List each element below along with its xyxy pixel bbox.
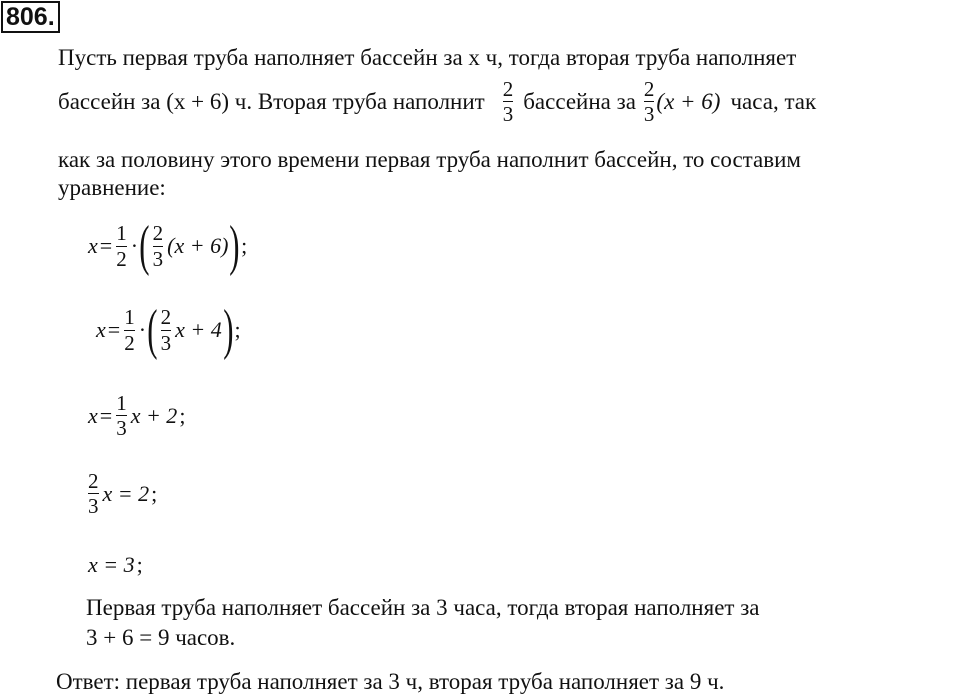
fraction-one-half bbox=[116, 222, 127, 269]
equation-5 bbox=[88, 552, 143, 578]
conclusion-line-1: Первая труба наполняет бассейн за 3 часа, тогда вторая наполняет за bbox=[86, 595, 760, 620]
equation-3 bbox=[88, 392, 185, 439]
denominator: 2 bbox=[116, 246, 127, 271]
equation-2 bbox=[96, 299, 241, 361]
right-paren: ) bbox=[222, 299, 234, 361]
equals-sign: = bbox=[99, 233, 113, 258]
paren-expression: (x + 6) bbox=[656, 88, 721, 114]
answer-line: Ответ: первая труба наполняет за 3 ч, вторая труба наполняет за 9 ч. bbox=[56, 669, 725, 694]
paragraph-line-3: как за половину этого времени первая труба наполнит бассейн, то составим bbox=[58, 147, 801, 172]
paren-expression: (x + 6) bbox=[167, 233, 229, 258]
denominator: 3 bbox=[116, 416, 127, 441]
semicolon: ; bbox=[151, 480, 158, 506]
paragraph-line-4: уравнение: bbox=[58, 175, 166, 200]
variable: x bbox=[96, 317, 106, 342]
fraction-two-thirds bbox=[644, 78, 655, 125]
variable: x bbox=[88, 233, 98, 258]
paragraph-line-2 bbox=[58, 78, 816, 125]
dot-operator: · bbox=[130, 233, 139, 258]
numerator: 2 bbox=[152, 221, 164, 246]
numerator: 1 bbox=[124, 305, 135, 330]
paragraph-line-2c: часа, так bbox=[730, 88, 817, 114]
fraction-one-third bbox=[116, 392, 127, 439]
problem-number: 806. bbox=[1, 1, 60, 33]
denominator: 3 bbox=[643, 102, 655, 127]
expression: x = 3 bbox=[88, 552, 135, 577]
numerator: 1 bbox=[116, 391, 127, 415]
semicolon: ; bbox=[136, 552, 143, 577]
fraction-two-thirds bbox=[153, 222, 164, 269]
fraction-two-thirds bbox=[88, 470, 99, 517]
denominator: 3 bbox=[152, 246, 164, 271]
numerator: 1 bbox=[116, 221, 127, 246]
denominator: 3 bbox=[160, 330, 172, 355]
equals-sign: = bbox=[99, 402, 113, 428]
paragraph-line-2b: бассейна за bbox=[523, 88, 636, 114]
equals-sign: = bbox=[107, 317, 121, 342]
semicolon: ; bbox=[241, 233, 248, 258]
numerator: 2 bbox=[160, 305, 172, 330]
fraction-one-half bbox=[124, 306, 135, 353]
right-paren: ) bbox=[229, 215, 240, 277]
fraction-two-thirds bbox=[503, 78, 514, 125]
expression: x = 2 bbox=[102, 480, 150, 506]
denominator: 3 bbox=[88, 494, 99, 519]
semicolon: ; bbox=[234, 317, 241, 342]
paragraph-line-1: Пусть первая труба наполняет бассейн за x ч, тогда вторая труба наполняет bbox=[58, 45, 797, 70]
left-paren: ( bbox=[147, 299, 158, 361]
variable: x bbox=[88, 402, 98, 428]
numerator: 2 bbox=[502, 77, 514, 101]
conclusion-line-2: 3 + 6 = 9 часов. bbox=[86, 625, 236, 650]
equation-1 bbox=[88, 215, 248, 277]
numerator: 2 bbox=[643, 77, 655, 101]
denominator: 3 bbox=[502, 102, 514, 127]
equation-4 bbox=[86, 470, 157, 517]
numerator: 2 bbox=[88, 469, 99, 493]
paragraph-line-2a: бассейн за (x + 6) ч. Вторая труба наполнит bbox=[58, 88, 485, 114]
dot-operator: · bbox=[138, 317, 147, 342]
fraction-two-thirds bbox=[161, 306, 172, 353]
denominator: 2 bbox=[124, 330, 135, 355]
expression: x + 4 bbox=[175, 317, 222, 342]
expression: x + 2 bbox=[130, 402, 178, 428]
left-paren: ( bbox=[139, 215, 150, 277]
semicolon: ; bbox=[179, 402, 186, 428]
